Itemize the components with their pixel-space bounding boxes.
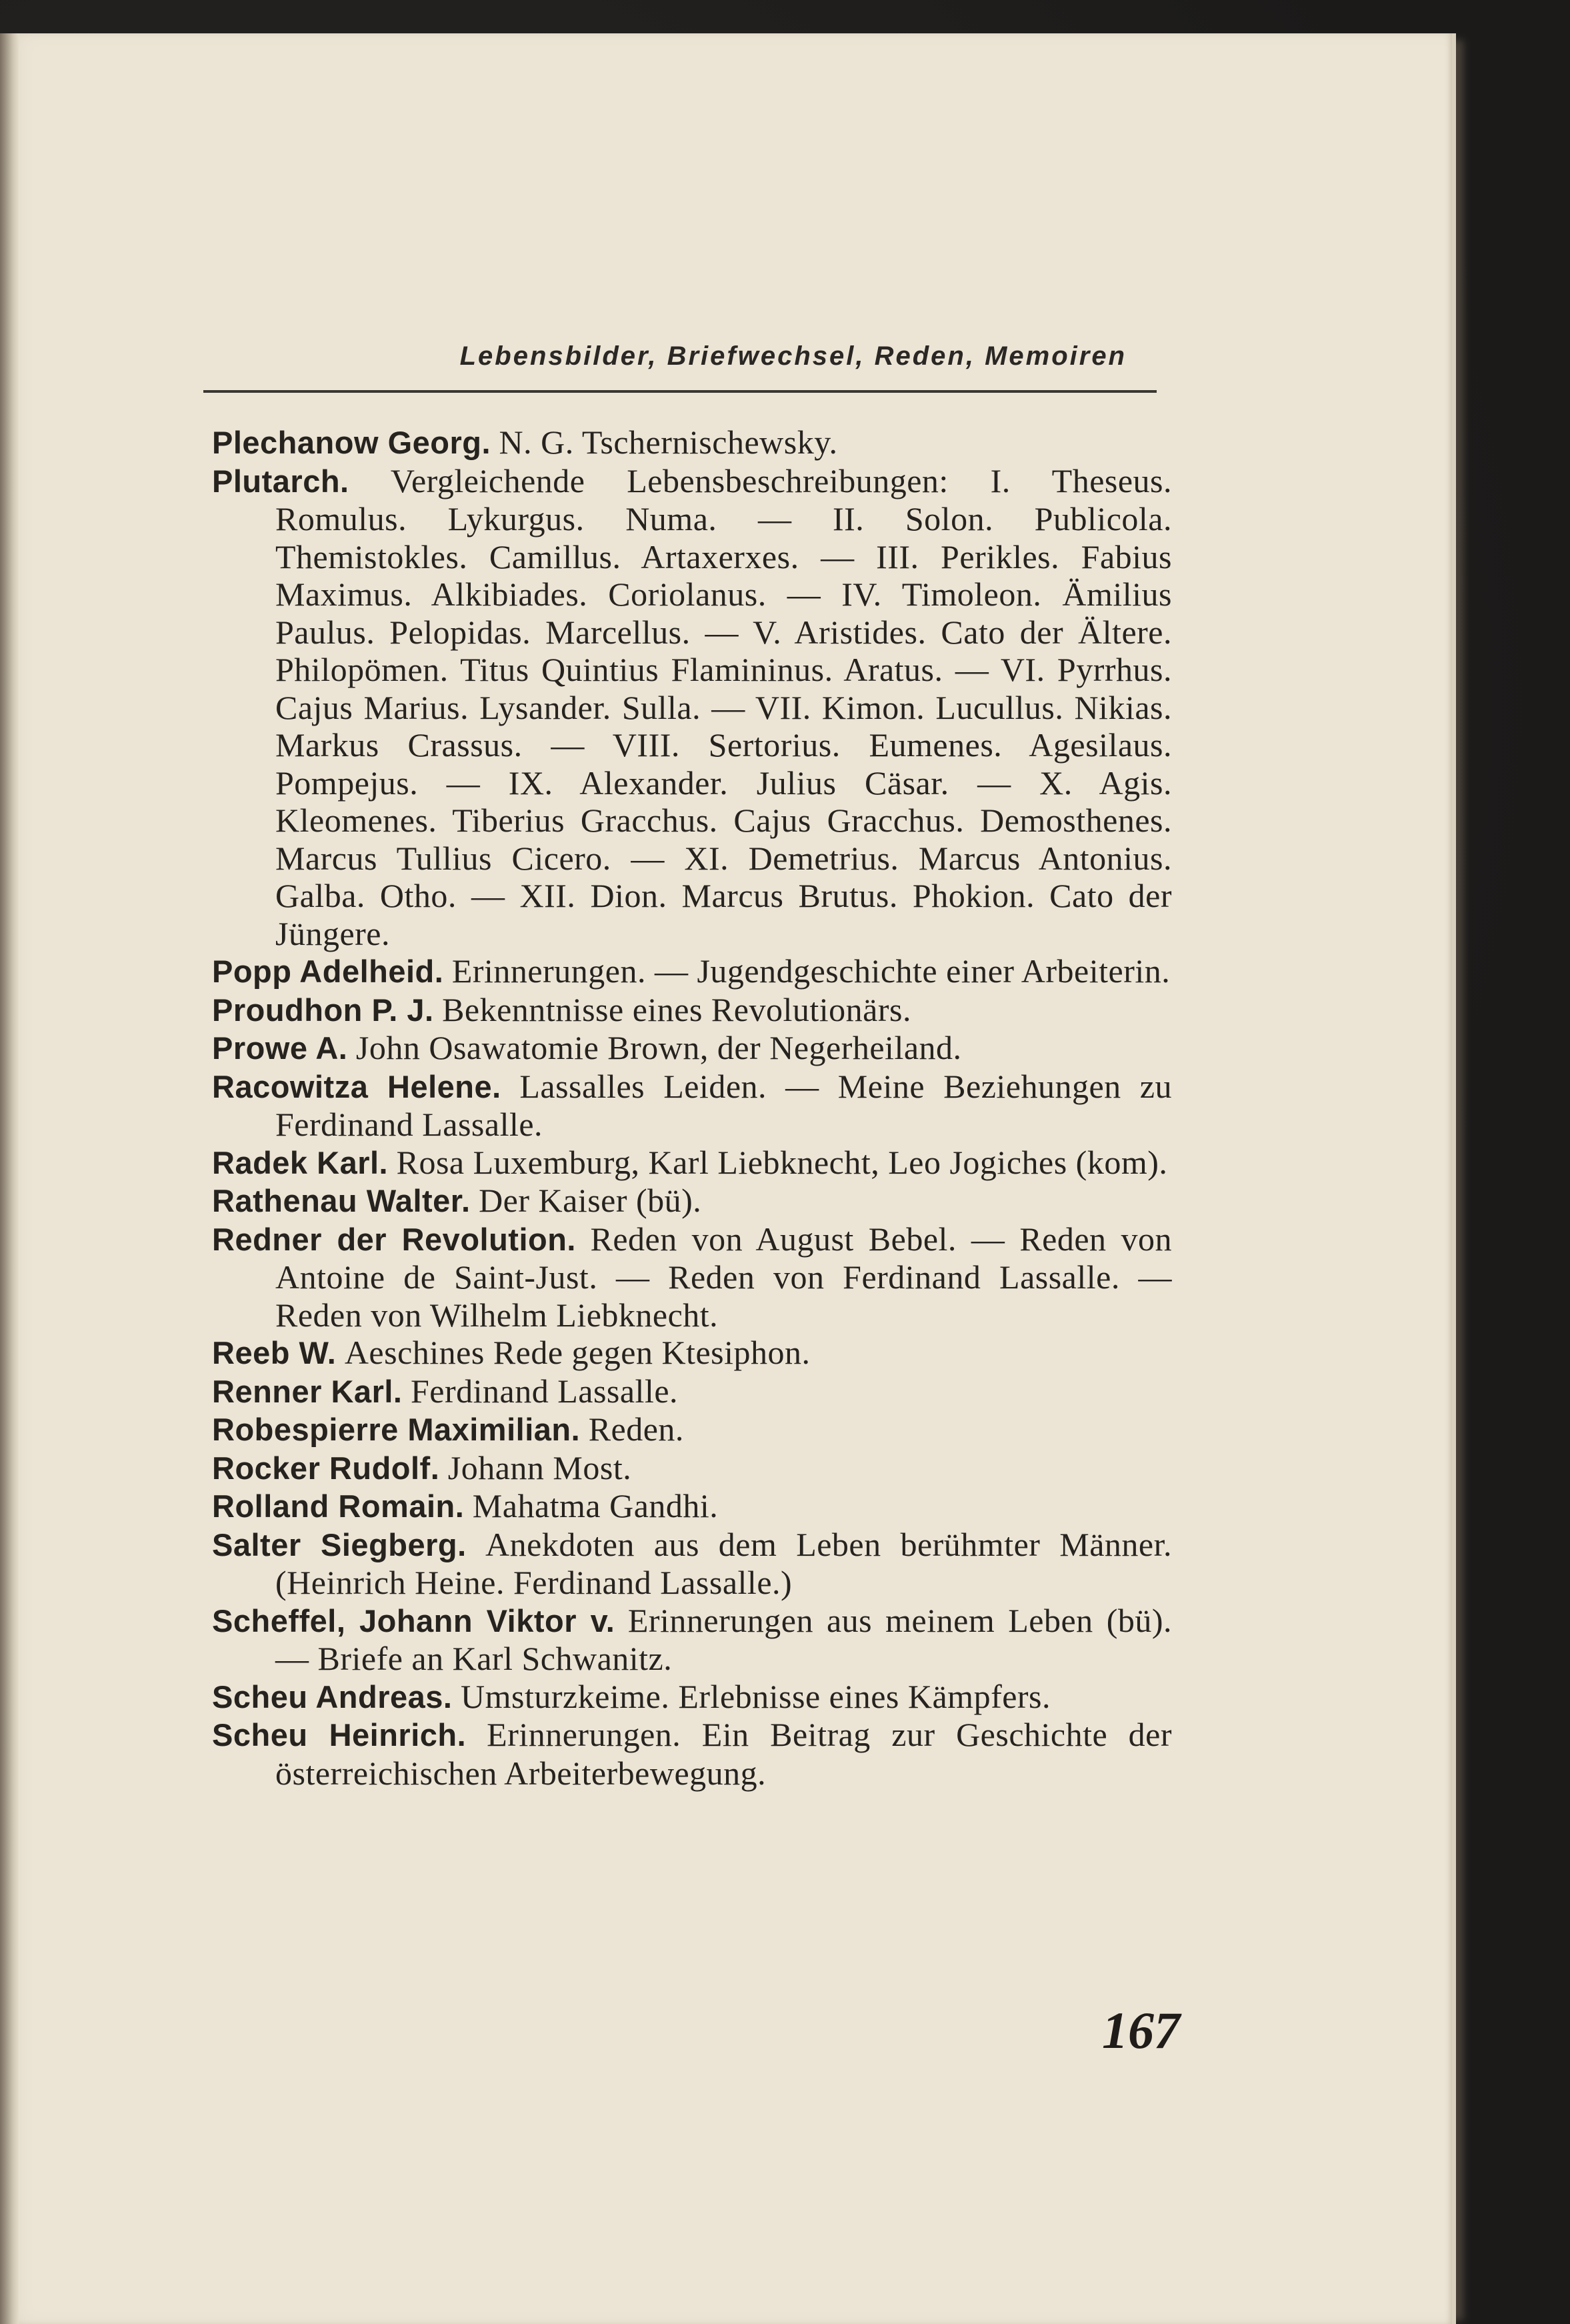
running-head: Lebensbilder, Briefwechsel, Reden, Memoiren [459,341,1127,371]
book-gutter [0,33,19,2324]
entry-text: John Osawatomie Brown, der Negerheiland. [355,1029,962,1066]
entry-name: Rolland Romain. [212,1488,465,1524]
entry [212,1526,1172,1602]
entry [212,1182,1172,1220]
entry-text: N. G. Tschernischewsky. [499,423,838,461]
entry [212,1029,1172,1068]
book-page [0,33,1456,2324]
entry-name: Prowe A. [212,1030,348,1066]
entry-name: Plutarch. [212,463,349,499]
entry [212,991,1172,1030]
header-rule [203,390,1157,393]
entry-text: Umsturzkeime. Erlebnisse eines Kämpfers. [461,1677,1051,1715]
entry-name: Proudhon P. J. [212,992,434,1028]
entry-name: Renner Karl. [212,1373,403,1409]
entry-text: Der Kaiser (bü). [479,1182,702,1219]
entry-list [212,423,1172,1792]
entry [212,1487,1172,1526]
entry-text: Bekenntnisse eines Revolutionärs. [442,990,911,1028]
entry-text: Anekdoten aus dem Leben berühmter Männer. (Heinrich Heine. Ferdinand Lassalle.) [275,1525,1173,1601]
entry-text: Aeschines Rede gegen Ktesiphon. [344,1334,811,1371]
entry [212,423,1172,462]
entry-name: Racowitza Helene. [212,1068,501,1104]
page-number: 167 [1102,2001,1180,2059]
entry-name: Scheu Andreas. [212,1678,453,1714]
entry [212,1602,1172,1678]
entry-text: Ferdinand Lassalle. [410,1372,679,1410]
entry [212,1068,1172,1144]
entry [212,1220,1172,1334]
entry-text: Reden. [588,1410,684,1448]
entry-text: Rosa Luxemburg, Karl Liebknecht, Leo Jogiches (kom). [396,1143,1168,1181]
entry-name: Plechanow Georg. [212,425,491,460]
entry-name: Radek Karl. [212,1144,389,1180]
entry-name: Popp Adelheid. [212,954,444,989]
entry-name: Reeb W. [212,1335,337,1370]
entry-text: Reden von August Bebel. — Reden von Antoine de Saint-Just. — Reden von Ferdinand Lassalle. — Reden von Wilhelm Liebknecht. [275,1220,1173,1334]
entry-text: Erinnerungen aus meinem Leben (bü). — Briefe an Karl Schwanitz. [275,1601,1172,1677]
entry [212,1449,1172,1488]
entry [212,952,1172,991]
entry-name: Scheu Heinrich. [212,1717,467,1753]
entry-text: Johann Most. [447,1448,632,1486]
entry [212,1678,1172,1716]
entry-name: Redner der Revolution. [212,1221,576,1257]
entry-name: Salter Siegberg. [212,1526,467,1562]
entry-text: Vergleichende Lebensbeschreibungen: I. Theseus. Romulus. Lykurgus. Numa. — II. Solon. Publicola. Themistokles. Camillus. Artaxerxes. — III. Perikles. Fabius Maximus. Alkibiades. Coriolanus. — IV. Timoleon. Ämilius Paulus. Pelopidas. Marcellus. — V. Aristides. Cato der Ältere. Philopömen. Titus Quintius Flamininus. Aratus. — VI. Pyrrhus. Cajus Marius. Lysander. Sulla. — VII. Kimon. Lucullus. Nikias. Markus Crassus. — VIII. Sertorius. Eumenes. Agesilaus. Pompejus. — IX. Alexander. Julius Cäsar. — X. Agis. Kleomenes. Tiberius Gracchus. Cajus Gracchus. Demosthenes. Marcus Tullius Cicero. — XI. Demetrius. Marcus Antonius. Galba. Otho. — XII. Dion. Marcus Brutus. Phokion. Cato der Jüngere. [275,461,1172,952]
entry [212,1372,1172,1411]
entry-text: Mahatma Gandhi. [472,1487,719,1524]
entry-name: Rathenau Walter. [212,1183,471,1218]
entry-text: Erinnerungen. — Jugendgeschichte einer Arbeiterin. [451,952,1171,990]
entry [212,1716,1172,1792]
entry [212,462,1172,953]
entry-name: Robespierre Maximilian. [212,1412,581,1447]
entry [212,1410,1172,1449]
entry-name: Scheffel, Johann Viktor v. [212,1602,615,1638]
entry-name: Rocker Rudolf. [212,1450,440,1486]
entry-text: Erinnerungen. Ein Beitrag zur Geschichte der österreichischen Arbeiterbewegung. [275,1716,1173,1792]
entry [212,1334,1172,1372]
entry-text: Lassalles Leiden. — Meine Beziehungen zu Ferdinand Lassalle. [275,1067,1172,1143]
entry [212,1144,1172,1182]
